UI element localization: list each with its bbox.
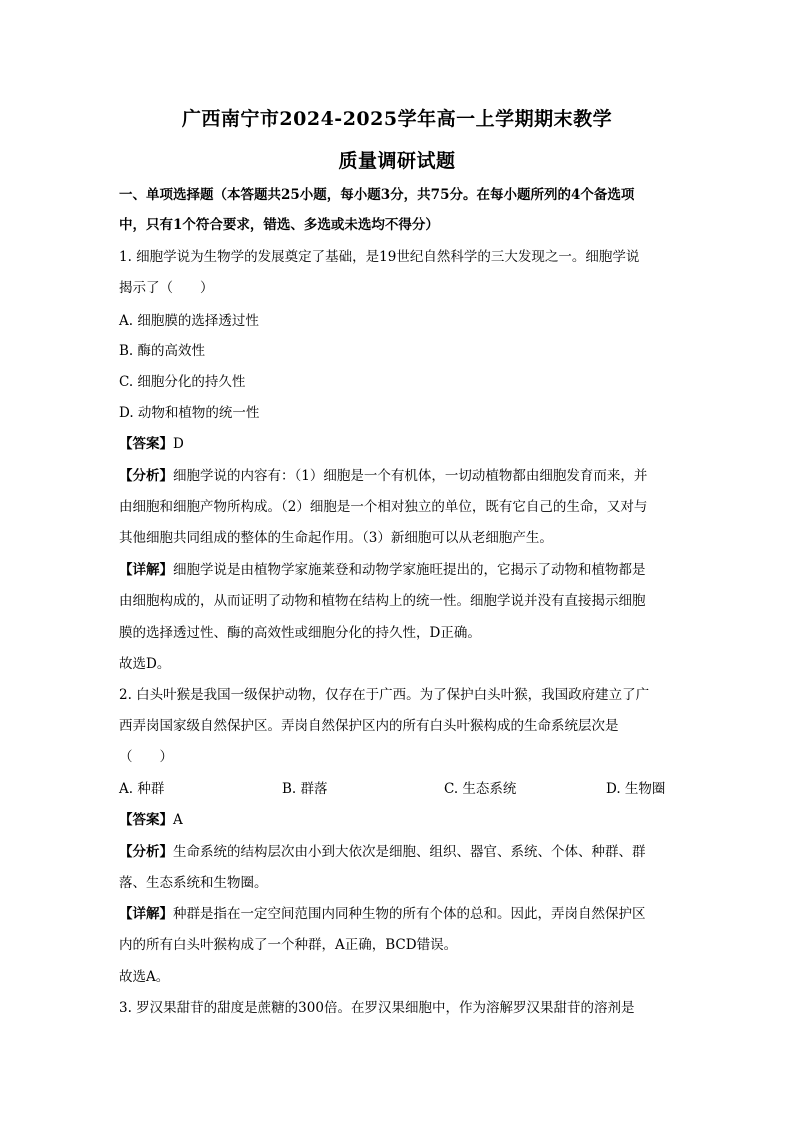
answer-tag: 【答案】 (119, 436, 173, 452)
q2-option-b: B. 群落 (282, 781, 328, 797)
q1-stem-line1: 1. 细胞学说为生物学的发展奠定了基础，是19世纪自然科学的三大发现之一。细胞学说 (119, 249, 640, 265)
answer-tag: 【答案】 (119, 812, 173, 828)
q2-detail-line1 (119, 904, 679, 924)
analysis-text: 生命系统的结构层次由小到大依次是细胞、组织、器官、系统、个体、种群、群 (173, 844, 646, 860)
q2-stem-line2: 西弄岗国家级自然保护区。弄岗自然保护区内的所有白头叶猴构成的生命系统层次是 (119, 718, 619, 734)
q2-analysis-line1 (119, 842, 679, 862)
document-title-line1: 广西南宁市2024-2025学年高一上学期期末教学 (181, 108, 613, 130)
analysis-tag: 【分析】 (119, 844, 173, 860)
q2-detail-line2: 内的所有白头叶猴构成了一个种群，A正确，BCD错误。 (119, 937, 458, 953)
answer-value: D (173, 436, 184, 452)
section-header-line2: 中，只有1个符合要求，错选、多选或未选均不得分） (119, 217, 439, 233)
q1-detail-line3: 膜的选择透过性、酶的高效性或细胞分化的持久性，D正确。 (119, 625, 481, 641)
document-title-line2: 质量调研试题 (338, 150, 456, 172)
q2-option-c: C. 生态系统 (444, 781, 517, 797)
q2-option-d: D. 生物圈 (606, 781, 666, 797)
q2-option-a: A. 种群 (119, 781, 165, 797)
detail-text: 种群是指在一定空间范围内同种生物的所有个体的总和。因此，弄岗自然保护区 (173, 906, 646, 922)
q1-detail-line2: 由细胞构成的，从而证明了动物和植物在结构上的统一性。细胞学说并没有直接揭示细胞 (119, 593, 646, 609)
q1-stem-line2: 揭示了（ ） (119, 280, 214, 296)
q1-option-a: A. 细胞膜的选择透过性 (119, 313, 259, 329)
q1-analysis-line2: 由细胞和细胞产物所构成。（2）细胞是一个相对独立的单位，既有它自己的生命，又对与 (119, 499, 648, 515)
detail-tag: 【详解】 (119, 562, 173, 578)
q1-conclusion: 故选D。 (119, 656, 171, 672)
analysis-tag: 【分析】 (119, 468, 173, 484)
q1-analysis-line1 (119, 466, 679, 486)
q1-answer (119, 434, 679, 454)
q2-stem-line3: （ ） (119, 749, 173, 765)
detail-text: 细胞学说是由植物学家施莱登和动物学家施旺提出的，它揭示了动物和植物都是 (173, 562, 646, 578)
q1-option-b: B. 酶的高效性 (119, 343, 206, 359)
detail-tag: 【详解】 (119, 906, 173, 922)
q2-analysis-line2: 落、生态系统和生物圈。 (119, 875, 268, 891)
q2-answer (119, 810, 679, 830)
analysis-text: 细胞学说的内容有：（1）细胞是一个有机体，一切动植物都由细胞发育而来，并 (173, 468, 648, 484)
section-header-line1: 一、单项选择题（本答题共25小题，每小题3分，共75分。在每小题所列的4个备选项 (119, 187, 635, 203)
q1-option-d: D. 动物和植物的统一性 (119, 405, 260, 421)
q3-stem-line1: 3. 罗汉果甜苷的甜度是蔗糖的300倍。在罗汉果细胞中，作为溶解罗汉果甜苷的溶剂是 (119, 1000, 635, 1016)
q1-detail-line1 (119, 560, 679, 580)
answer-value: A (173, 812, 183, 828)
q1-option-c: C. 细胞分化的持久性 (119, 374, 246, 390)
q1-analysis-line3: 其他细胞共同组成的整体的生命起作用。（3）新细胞可以从老细胞产生。 (119, 530, 553, 546)
q2-stem-line1: 2. 白头叶猴是我国一级保护动物，仅存在于广西。为了保护白头叶猴，我国政府建立了广 (119, 687, 650, 703)
q2-conclusion: 故选A。 (119, 969, 170, 985)
